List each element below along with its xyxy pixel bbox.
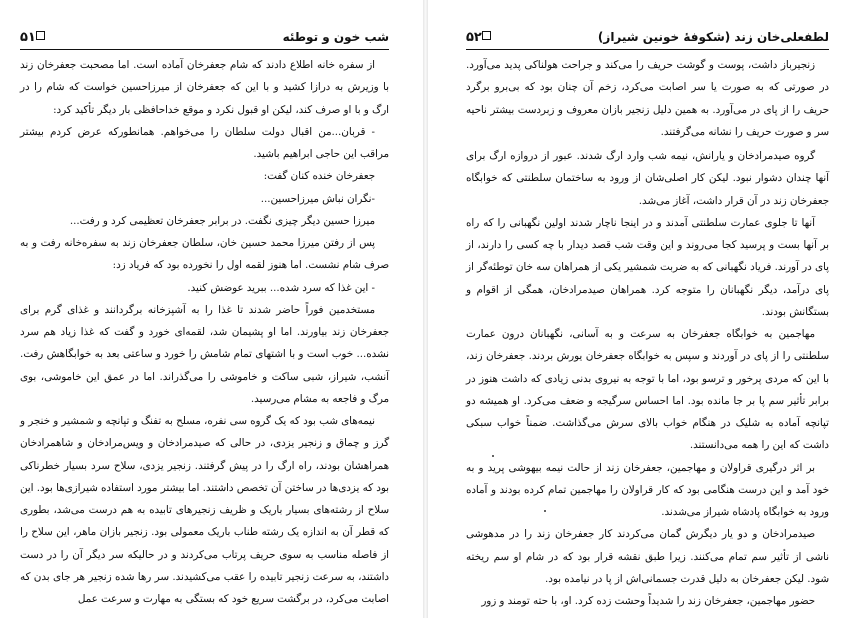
left-page-body (20, 54, 389, 610)
right-page-header (466, 28, 829, 48)
right-page (426, 0, 851, 618)
paragraph: صیدمرادخان و دو یار دیگرش گمان می‌کردند کار جعفرخان زند را در مدهوشی ناشی از تأثیر سم تمام می‌کنند. زیرا طبق نقشه قرار بود که در شام او سم ریخته شود. لیکن جعفرخان به دلیل قدرت جسمانی‌اش از پا در نیامده بود. (466, 528, 829, 585)
paragraph: از سفره خانه اطلاع دادند که شام جعفرخان آماده است. اما مصحبت جعفرخان زند با وزیرش به درازا کشید و با این که جعفرخان از میرزاحسین خواست که شام را در ارگ و با او صرف کند، لیکن او قبول نکرد و موقع خداحافظی بار دیگر تأکید کرد: (20, 59, 389, 116)
paragraph: آنها تا جلوی عمارت سلطنتی آمدند و در اینجا ناچار شدند اولین نگهبانی را که راه بر آنها بست و پرسید کجا می‌روند و این وقت شب قصد دیدار با چه کسی را دارند، از پای در آورند. فریاد نگهبانی که به ضربت شمشیر یکی از همراهان سه خان توطئه‌گر از پای درآمد، دیگر نگهبانان را متوجه کرد. همراهان صیدمرادخان، همگی از اقوام و بستگانش بودند. (466, 216, 829, 318)
scan-speck (544, 510, 546, 512)
left-running-title: شب خون و توطئه (282, 30, 389, 44)
scan-speck (492, 455, 494, 457)
page-number-box-icon (36, 31, 45, 40)
paragraph: مستخدمین فوراً حاضر شدند تا غذا را به آشپزخانه برگردانند و غذای گرم برای جعفرخان زند بیاورند. اما او پشیمان شد، لقمه‌ای خورد و گفت که غذا زیاد هم سرد نشده... خوب است و با اشتهای تمام شامش را خورد و ساعتی بعد به خوابگاهش رفت. آنشب، شیراز، شبی ساکت و خاموشی را می‌گذراند. اما در عمق این خاموشی، بوی مرگ و فاجعه به مشام می‌رسید. (20, 303, 389, 405)
paragraph: بر اثر درگیری قراولان و مهاجمین، جعفرخان زند از حالت نیمه بیهوشی پرید و به خود آمد و این درست هنگامی بود که کار قراولان را مهاجمین تمام کرده بودند و آماده ورود به خوابگاه پادشاه شیراز می‌شدند. (466, 461, 829, 518)
paragraph: نیمه‌های شب بود که یک گروه سی نفره، مسلح به تفنگ و تپانچه و شمشیر و خنجر و گرز و چماق و زنجیر یزدی، در حالی که صیدمرادخان و ویس‌مرادخان و شاهمرادخان همراهشان بودند، راه ارگ را در پیش گرفتند. زنجیر یزدی، سلاح سرد بسیار خطرناکی بود که یزدی‌ها در ساختن آن تخصص داشتند. اما بیشتر مورد استفاده شیرازی‌ها بود. این سلاح از رشته‌های بسیار باریک و ظریف زنجیرهای تابیده به هم درست می‌شد، بطوری که قطر آن به اندازه یک رشته طناب باریک معمولی بود. زنجیر بازان ماهر، این سلاح را از فاصله مناسب به سوی حریف پرتاب می‌کردند و در حالیکه سر دیگر آن را در دست داشتند، به سرعت زنجیر تابیده را عقب می‌کشیدند. سر رها شده زنجیر هر جای بدن که اصابت می‌کرد، در برگشت سریع خود که بستگی به مهارت و سرعت عمل (20, 415, 389, 605)
paragraph: حضور مهاجمین، جعفرخان زند را شدیداً وحشت زده کرد. او، با حته تومند و زور (481, 595, 815, 607)
right-running-title: لطفعلی‌خان زند (شکوفهٔ خونین شیراز) (597, 30, 829, 44)
paragraph: گروه صیدمرادخان و یارانش، نیمه شب وارد ارگ شدند. عبور از دروازه ارگ برای آنها چندان دشوار نبود. لیکن کار اصلی‌شان از ورود به ساختمان سلطنتی که خوابگاه جعفرخان زند در آن قرار داشت، آغاز می‌شد. (466, 150, 829, 207)
right-page-number-text: ۵۲ (466, 30, 482, 45)
paragraph: - این غذا که سرد شده... ببرید عوضش کنید. (187, 281, 375, 294)
left-header-rule (20, 49, 389, 50)
left-page-number (20, 30, 48, 45)
right-header-rule (466, 49, 829, 50)
paragraph: جعفرخان خنده کنان گفت: (263, 170, 375, 183)
paragraph: زنجیرباز داشت، پوست و گوشت حریف را می‌کند و جراحت هولناکی پدید می‌آورد. در صورتی که به صورت یا سر اصابت می‌کرد، زخم آن چنان بود که بی‌برو برگرد حریف را از پای در می‌آورد. به همین دلیل زنجیر بازان معروف و زبردست بیشتر ناحیه سر و صورت حریف را نشانه می‌گرفتند. (466, 59, 829, 138)
right-page-body (466, 54, 829, 612)
paragraph: پس از رفتن میرزا محمد حسین خان، سلطان جعفرخان زند به سفره‌خانه رفت و به صرف شام نشست. اما هنوز لقمه اول را نخورده بود که فریاد زد: (20, 237, 389, 272)
paragraph: مهاجمین به خوابگاه جعفرخان به سرعت و به آسانی، نگهبانان درون عمارت سلطنتی را از پای در آوردند و سپس به خوابگاه جعفرخان یورش بردند. جعفرخان زند، با این که مردی پرخور و ترسو بود، اما با توجه به نیروی بدنی زیادی که داشت هنوز در برابر تأثیر سم پا بر جا مانده بود. اما احساس سرگیجه و ضعف می‌کرد. او همیشه دو تپانچه آماده به شلیک در هنگام خواب بالای سرش می‌گذاشت. ضمناً خواب سبکی داشت که این را همه می‌دانستند. (466, 328, 829, 452)
paragraph: -نگران نباش میرزاحسین... (260, 192, 375, 205)
left-page-header (20, 28, 389, 48)
left-page-number-text: ۵۱ (20, 30, 36, 45)
page-number-box-icon (482, 31, 491, 40)
right-page-number (466, 30, 494, 45)
paragraph: - قربان...من اقبال دولت سلطان را می‌خواهم. همانطورکه عرض کردم بیشتر مراقب این حاجی ابراهیم باشید. (20, 125, 389, 160)
paragraph: میرزا حسین دیگر چیزی نگفت. در برابر جعفرخان تعظیمی کرد و رفت... (69, 214, 375, 227)
left-page (0, 0, 425, 618)
